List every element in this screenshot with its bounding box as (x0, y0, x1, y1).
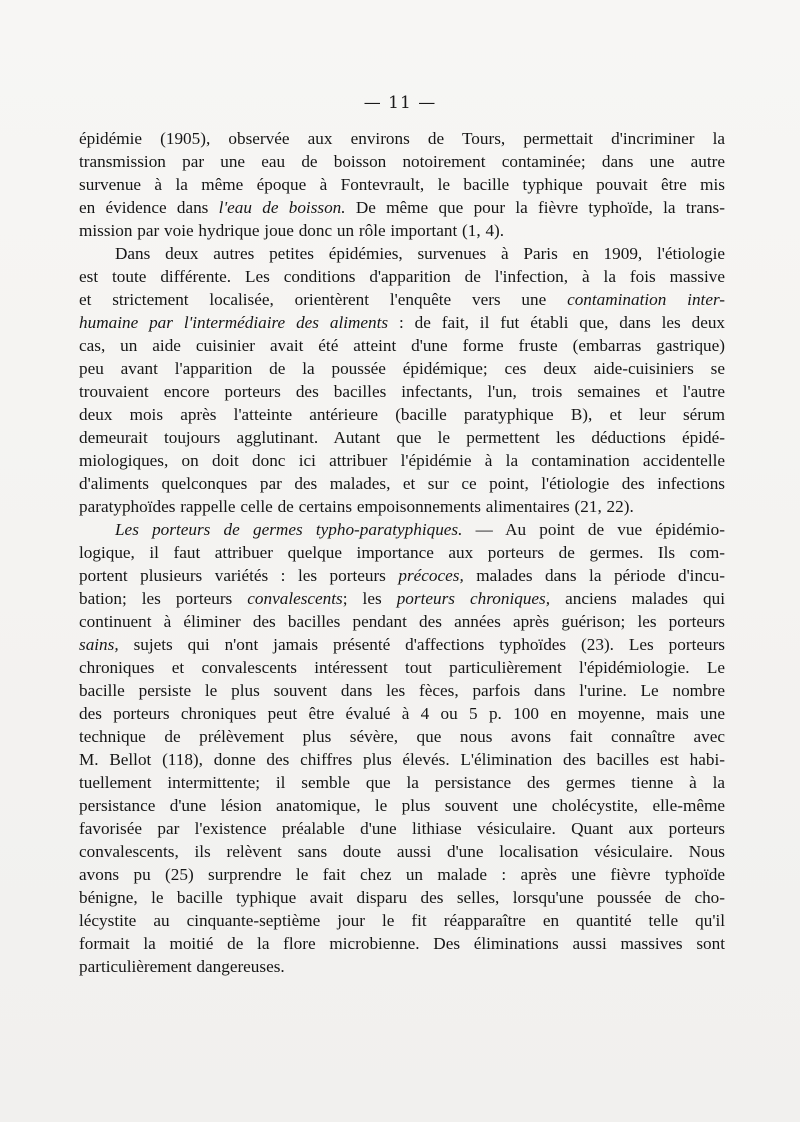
text-segment: logique, il faut attribuer quelque importance aux porteurs de germes. Ils com- (79, 543, 725, 562)
italic-text: convalescents (247, 589, 343, 608)
text-line (79, 357, 725, 380)
text-segment: convalescents, ils relèvent sans doute aussi d'une localisation vésiculaire. Nous (79, 842, 725, 861)
text-line (79, 518, 725, 541)
text-segment: sujets qui n'ont jamais présenté d'affections typhoïdes (23). Les porteurs (118, 635, 725, 654)
text-segment: — Au point de vue épidémio- (462, 520, 725, 539)
text-segment: est toute différente. Les conditions d'apparition de l'infection, à la fois massive (79, 267, 725, 286)
italic-text: Les porteurs de germes typho-paratyphiques. (115, 520, 463, 539)
text-line (79, 380, 725, 403)
text-segment: avons pu (25) surprendre le fait chez un malade : après une fièvre typhoïde (79, 865, 725, 884)
text-segment: épidémie (1905), observée aux environs de Tours, permettait d'incriminer la (79, 129, 725, 148)
text-line (79, 173, 725, 196)
text-line (79, 495, 725, 518)
text-segment: Dans deux autres petites épidémies, survenues à Paris en 1909, l'étiologie (115, 244, 725, 263)
text-segment: deux mois après l'atteinte antérieure (bacille paratyphique B), et leur sérum (79, 405, 725, 424)
text-line (79, 909, 725, 932)
text-line (79, 150, 725, 173)
page-number: — 11 — (363, 93, 437, 113)
text-line (79, 541, 725, 564)
text-line (79, 656, 725, 679)
text-line (79, 426, 725, 449)
text-line (79, 817, 725, 840)
text-segment: d'aliments quelconques par des malades, et sur ce point, l'étiologie des infections (79, 474, 725, 493)
text-segment: transmission par une eau de boisson notoirement contaminée; dans une autre (79, 152, 725, 171)
text-line (79, 242, 725, 265)
italic-text: l'eau de boisson. (218, 198, 346, 217)
text-segment: portent plusieurs variétés : les porteurs (79, 566, 399, 585)
italic-text: précoces, (398, 566, 464, 585)
text-line (79, 725, 725, 748)
text-segment: lécystite au cinquante-septième jour le fit réapparaître en quantité telle qu'il (79, 911, 725, 930)
text-line (79, 564, 725, 587)
text-line (79, 472, 725, 495)
text-segment: tuellement intermittente; il semble que la persistance des germes tienne à la (79, 773, 725, 792)
text-segment: et strictement localisée, orientèrent l'enquête vers une (79, 290, 568, 309)
text-line (79, 288, 725, 311)
italic-text: contamination inter- (567, 290, 726, 309)
text-segment: paratyphoïdes rappelle celle de certains empoisonnements alimentaires (21, 22). (79, 497, 634, 516)
text-line (79, 679, 725, 702)
text-segment: persistance d'une lésion anatomique, le plus souvent une cholécystite, elle-même (79, 796, 725, 815)
text-line (79, 633, 725, 656)
text-line (79, 771, 725, 794)
text-segment: : de fait, il fut établi que, dans les deux (388, 313, 726, 332)
text-line (79, 127, 725, 150)
text-segment: M. Bellot (118), donne des chiffres plus élevés. L'élimination des bacilles est habi- (79, 750, 725, 769)
text-line (79, 196, 725, 219)
text-segment: trouvaient encore porteurs des bacilles infectants, l'un, trois semaines et l'autre (79, 382, 725, 401)
text-line (79, 955, 725, 978)
text-segment: chroniques et convalescents intéressent tout particulièrement l'épidémiologie. Le (79, 658, 725, 677)
text-segment: favorisée par l'existence préalable d'une lithiase vésiculaire. Quant aux porteurs (79, 819, 725, 838)
text-line (79, 265, 725, 288)
text-segment: De même que pour la fièvre typhoïde, la trans- (345, 198, 725, 217)
text-line (79, 610, 725, 633)
text-segment: technique de prélèvement plus sévère, que nous avons fait connaître avec (79, 727, 725, 746)
text-line (79, 587, 725, 610)
text-line (79, 702, 725, 725)
text-line (79, 219, 725, 242)
text-segment: bacille persiste le plus souvent dans les fèces, parfois dans l'urine. Le nombre (79, 681, 725, 700)
italic-text: sains, (79, 635, 119, 654)
text-line (79, 863, 725, 886)
text-line (79, 334, 725, 357)
text-segment: des porteurs chroniques peut être évalué à 4 ou 5 p. 100 en moyenne, mais une (79, 704, 725, 723)
text-line (79, 748, 725, 771)
text-segment: particulièrement dangereuses. (79, 957, 285, 976)
italic-text: porteurs chroniques, (396, 589, 551, 608)
text-line (79, 932, 725, 955)
text-segment: peu avant l'apparition de la poussée épidémique; ces deux aide-cuisiniers se (79, 359, 725, 378)
text-line (79, 794, 725, 817)
text-segment: miologiques, on doit donc ici attribuer l'épidémie à la contamination accidentelle (79, 451, 725, 470)
text-segment: mission par voie hydrique joue donc un rôle important (1, 4). (79, 221, 505, 240)
body-text (79, 127, 725, 978)
text-segment: formait la moitié de la flore microbienne. Des éliminations aussi massives sont (79, 934, 725, 953)
text-line (79, 840, 725, 863)
text-line (79, 886, 725, 909)
text-segment: en évidence dans (79, 198, 219, 217)
text-segment: continuent à éliminer des bacilles pendant des années après guérison; les porteurs (79, 612, 725, 631)
text-segment: demeurait toujours agglutinant. Autant que le permettent les déductions épidé- (79, 428, 725, 447)
text-line (79, 449, 725, 472)
text-segment: malades dans la période d'incu- (463, 566, 725, 585)
text-segment: ; les (342, 589, 397, 608)
text-line (79, 311, 725, 334)
italic-text: humaine par l'intermédiaire des aliments (79, 313, 389, 332)
text-segment: bénigne, le bacille typhique avait disparu des selles, lorsqu'une poussée de cho- (79, 888, 725, 907)
text-segment: survenue à la même époque à Fontevrault, le bacille typhique pouvait être mis (79, 175, 725, 194)
text-line (79, 403, 725, 426)
text-segment: anciens malades qui (550, 589, 725, 608)
text-segment: bation; les porteurs (79, 589, 248, 608)
text-segment: cas, un aide cuisinier avait été atteint d'une forme fruste (embarras gastrique) (79, 336, 725, 355)
